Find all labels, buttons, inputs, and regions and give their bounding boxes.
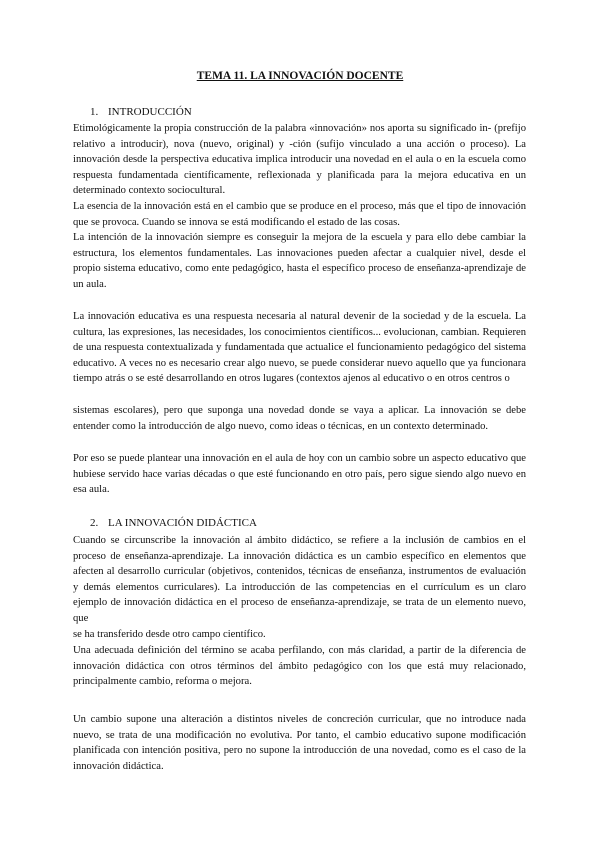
paragraph-respuesta-necesaria: La innovación educativa es una respuesta necesaria al natural devenir de la sociedad y de la escuela. La cultura, las expresiones, las necesidades, los conocimientos científicos... evolucionan, cambian. Requieren de una respuesta contextualizada y fundamentada que actualice el funcionamiento pedagógico del sistema educativo. A veces no es necesario crear algo nuevo, se puede considerar nuevo aquello que ya funcionara tiempo atrás o se esté desarrollando en otros lugares (contextos ajenos al educativo o en otros centros o bbox=[73, 311, 526, 385]
paragraph-sistemas-escolares: sistemas escolares), pero que suponga una novedad donde se vaya a aplicar. La innovación se debe entender como la introducción de algo nuevo, como ideas o técnicas, en un contexto determinado. bbox=[73, 405, 526, 432]
paragraph-cambio: Un cambio supone una alteración a distintos niveles de concreción curricular, que no introduce nada nuevo, se trata de una modificación no evolutiva. Por tanto, el cambio educativo supone modificación planificada con intención positiva, pero no supone la introducción de una novedad, como es el caso de la innovación didáctica. bbox=[73, 714, 526, 772]
section-title: LA INNOVACIÓN DIDÁCTICA bbox=[108, 517, 257, 529]
section-number: 1. bbox=[90, 106, 99, 118]
paragraph-etimologia: Etimológicamente la propia construcción de la palabra «innovación» nos aporta su significado in- (prefijo relativo a introducir), nova (nuevo, original) y -ción (sufijo vinculado a una acción o proceso). La innovación desde la perspectiva educativa implica introducir una novedad en el aula o en la escuela como respuesta fundamentada científicamente, reflexionada y planificada para la mejora educativa en un determinado contexto sociocultural. bbox=[73, 123, 526, 197]
section-title: INTRODUCCIÓN bbox=[108, 106, 192, 118]
section-number: 2. bbox=[90, 517, 99, 529]
paragraph-esencia: La esencia de la innovación está en el cambio que se produce en el proceso, más que el tipo de innovación que se provoca. Cuando se innova se está modificando el estado de las cosas. bbox=[73, 201, 526, 228]
section-heading-introduccion bbox=[90, 105, 192, 121]
paragraph-circunscribe: Cuando se circunscribe la innovación al ámbito didáctico, se refiere a la inclusión de cambios en el proceso de enseñanza-aprendizaje. La innovación didáctica es un cambio específico en elementos que afecten al desarrollo curricular (objetivos, contenidos, técnicas de enseñanza, instrumentos de evaluación y demás elementos curriculares). La introducción de las competencias en el currículum es un claro ejemplo de innovación didáctica en el proceso de enseñanza-aprendizaje, se trata de un elemento nuevo, que bbox=[73, 535, 526, 624]
paragraph-transferido: se ha transferido desde otro campo científico. bbox=[73, 629, 266, 640]
paragraph-definicion: Una adecuada definición del término se acaba perfilando, con más claridad, a partir de la diferencia de innovación didáctica con otros términos del ámbito pedagógico con los que está muy relacionado, principalmente cambio, reforma o mejora. bbox=[73, 645, 526, 688]
document-title: TEMA 11. LA INNOVACIÓN DOCENTE bbox=[196, 70, 404, 82]
paragraph-por-eso: Por eso se puede plantear una innovación en el aula de hoy con un cambio sobre un aspecto educativo que hubiese servido hace varias décadas o que esté funcionando en otro país, pero sigue siendo algo nuevo en esa aula. bbox=[73, 453, 526, 496]
paragraph-intencion: La intención de la innovación siempre es conseguir la mejora de la escuela y para ello debe cambiar la estructura, los elementos fundamentales. Las innovaciones pueden afectar a cualquier nivel, desde el propio sistema educativo, como ente pedagógico, hasta el específico proceso de enseñanza-aprendizaje de un aula. bbox=[73, 232, 526, 290]
section-heading-innovacion-didactica bbox=[90, 516, 257, 532]
